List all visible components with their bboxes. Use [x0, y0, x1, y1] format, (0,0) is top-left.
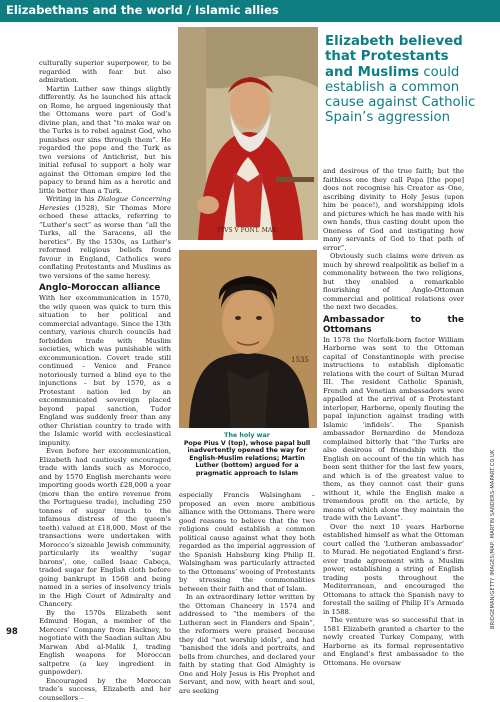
col1-paragraph: By the 1570s Elizabeth sent Edmund Hogan, a member of the Mercers’ Company from Hackney, to negotiate with the Saadian sultan Abu Marwan Abd al-Malik I, trading English weapons for Moroccan saltpetre (a key ingredient in gunpowder).: [39, 609, 171, 677]
col2-paragraph: especially Francis Walsingham – proposed an even more ambitious alliance with the Ottomans. There were good reasons to believe that the two religions could establish a common political cause against what they both regarded as the imperial aggression of the Spanish Habsburg king Philip II. Walsingham was particularly attracted to the Ottomans’ wooing of Protestants by stressing the commonalities between their faith and that of Islam.: [179, 491, 315, 593]
page-number: 98: [6, 627, 18, 637]
col1-paragraph: Martin Luther saw things slightly differently. As he launched his attack on Rome, he argued ingeniously that the Ottomans were part of God’s divine plan, and that “to make war on the Turks is to rebel against God, who punishes our sins through them”. He regarded the pope and the Turk as two versions of Antichrist, but his initial refusal to support a holy war against the Ottoman empire led the papacy to brand him as a heretic and little better than a Turk.: [39, 85, 171, 196]
pull-quote-bold: Elizabeth believed that Protestants and Muslims: [325, 34, 463, 80]
col1-paragraph: With her excommunication in 1570, the wily queen was quick to turn this situation to her political and commercial advantage. Since the 13th century, various church councils had forbidden trade with Muslim societies, which was punishable with excommunication. Covert trade still continued – Venice and France notoriously turned a blind eye to the injunctions – but by 1570, as a Protestant nation led by an excommunicated sovereign placed beyond papal sanction, Tudor England was suddenly freer than any other Christian country to trade with the Islamic world with ecclesiastical impunity.: [39, 294, 171, 447]
luther-portrait-illustration: [179, 250, 317, 428]
col3-paragraph: The venture was so successful that in 1581 Elizabeth granted a charter to the newly created Turkey Company, with Harborne as its formal representative and England’s first ambassador to the Ottomans. He oversaw: [323, 616, 464, 667]
col2-paragraph: In an extraordinary letter written by the Ottoman Chancery in 1574 and addressed to “the members of the Lutheran sect in Flanders and Spain”, the reformers were praised because they did “not worship idols”, and had “banished the idols and portraits, and bells from churches, and declared your faith by stating that God Almighty is One and Holy Jesus is His Prophet and Servant, and now, with heart and soul, are seeking: [179, 593, 315, 695]
col1-paragraph: culturally superior superpower, to be regarded with fear but also admiration.: [39, 59, 171, 85]
photo-credit: [489, 370, 497, 630]
col3-paragraph: and desirous of the true faith; but the faithless one they call Papa [the pope] does not recognise his Creator as One, ascribing divinity to Holy Jesus (upon him be peace!), and worshipping idols and pictures which he has made with his own hands, thus casting doubt upon the Oneness of God and instigating how many servants of God to that path of error”.: [323, 167, 464, 252]
caption-body: Pope Pius V (top), whose papal bull inadvertently opened the way for English-Muslim relations; Martin Luther (bottom) argued for a pragmatic approach to Islam: [184, 440, 310, 477]
photo-credit-text: BRIDGEMAN/GETTY IMAGES/MAP: MARTIN SANDERS-MAPART.CO.UK: [490, 369, 496, 629]
pull-quote-rest: could establish a common cause against Catholic Spain’s aggression: [325, 65, 475, 126]
pope-portrait-illustration: [178, 27, 318, 240]
col3-paragraph: Over the next 10 years Harborne established himself as what the Ottoman court called the ‘Lutheran ambassador’ to Murad. He negotiated England’s first-ever trade agreement with a Muslim power, establishing a string of English trading posts throughout the Mediterranean, and encouraged the Ottomans to attack the Spanish navy to forestall the sailing of Philip II’s Armada in 1588.: [323, 523, 464, 617]
subheading-ambassador: Ambassador to the Ottomans: [323, 315, 464, 335]
section-header: [0, 0, 500, 22]
col1-text: (1528), Sir Thomas More echoed these attacks, referring to “Luther’s sect” as worse than “all the Turks, all the Saracens, all the heretics”. By the 1530s, as Luther’s reformed religious beliefs found favour in England, Catholics were conflating Protestants and Muslims as two versions of the same heresy.: [39, 204, 171, 280]
col1-text: Writing in his: [46, 195, 98, 203]
header-section: Elizabethans and the world: [6, 3, 183, 17]
col1-paragraph: Even before her excommunication, Elizabeth had cautiously encouraged trade with lands such as Morocco, and by 1570 English merchants were importing goods worth £28,000 a year (more than the entire revenue from the Portuguese trade), including 250 tonnes of sugar (much to the infamous distress of the queen’s teeth) valued at £18,000. Most of the transactions were undertaken with Morocco’s sizeable Jewish community, particularly its wealthy ‘sugar barons’, one, called Isaac Cabeça, traded sugar for English cloth before going bankrupt in 1568 and being named in a series of insolvency trials in the High Court of Admiralty and Chancery.: [39, 447, 171, 609]
subheading-anglo-moroccan: Anglo-Moroccan alliance: [39, 283, 171, 293]
column-3: [323, 167, 464, 667]
col1-paragraph: [39, 195, 171, 280]
col1-book-title: Dialogue Concerning Heresies: [39, 195, 171, 212]
column-2: [179, 491, 315, 695]
col1-paragraph: Encouraged by the Moroccan trade’s success, Elizabeth and her counsellors –: [39, 677, 171, 702]
col3-paragraph: Obviously such claims were driven as much by shrewd realpolitik as belief in a commonality between the two religions, but they enabled a remarkable flourishing of Anglo-Ottoman commercial and political relations over the next two decades.: [323, 252, 464, 312]
martin-luther-portrait: [179, 250, 317, 428]
portrait-inscription: PIVS V PONT. MAX.: [218, 227, 279, 234]
caption-title: The holy war: [179, 432, 315, 440]
header-subsection: Islamic allies: [195, 3, 279, 17]
header-text: [6, 3, 279, 17]
column-1: [39, 59, 171, 702]
image-caption: [179, 432, 315, 478]
pope-pius-portrait: [178, 27, 318, 240]
header-separator: /: [183, 3, 195, 17]
col3-paragraph: In 1578 the Norfolk-born factor William Harborne was sent to the Ottoman capital of Constantinople with precise instructions to establish diplomatic relations with the court of Sultan Murad III. The resident Catholic Spanish, French and Venetian ambassadors were appalled at the arrival of a Protestant interloper, Harborne, openly flouting the papal injunction against trading with Islamic ‘infidels’. The Spanish ambassador Bernardino de Mendoza complained bitterly that “the Turks are also desirous of friendship with the English on account of the tin which has been sent thither for the last few years, and which is of the greatest value to them, as they cannot cast their guns without it, while the English make a tremendous profit on the article, by means of which alone they maintain the trade with the Levant”.: [323, 336, 464, 523]
portrait-date: 1535: [291, 356, 309, 364]
pull-quote: [325, 34, 480, 126]
